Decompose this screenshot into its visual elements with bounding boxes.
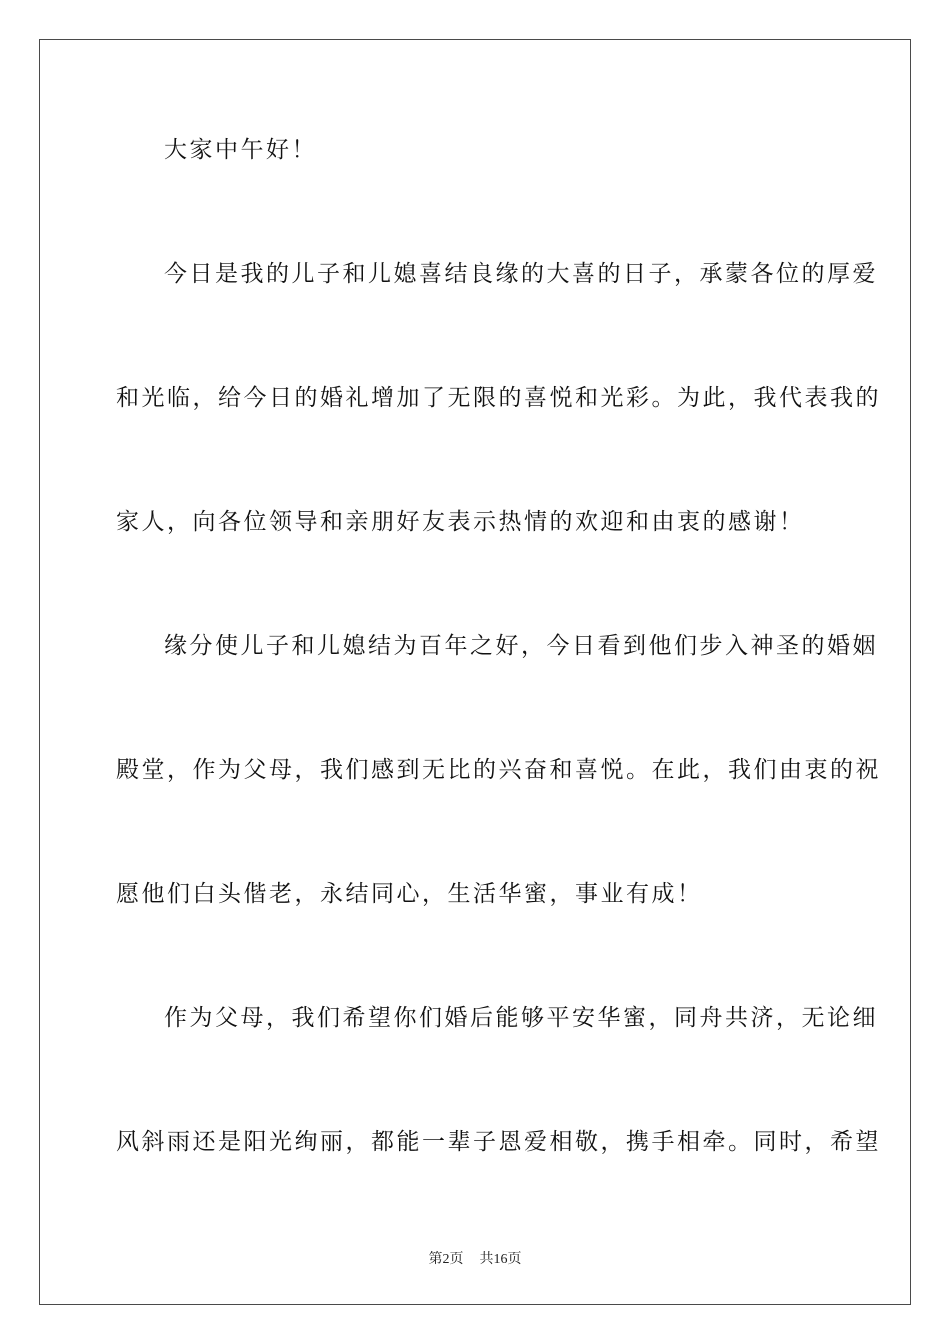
page-total: 共16页 — [479, 1252, 522, 1267]
page-border — [39, 39, 911, 1305]
paragraph-line: 家人，向各位领导和亲朋好友表示热情的欢迎和由衷的感谢！ — [116, 509, 805, 535]
paragraph-line: 今日是我的儿子和儿媳喜结良缘的大喜的日子，承蒙各位的厚爱 — [164, 261, 878, 287]
paragraph-line: 作为父母，我们希望你们婚后能够平安华蜜，同舟共济，无论细 — [164, 1005, 878, 1031]
paragraph-line: 缘分使儿子和儿媳结为百年之好，今日看到他们步入神圣的婚姻 — [164, 633, 878, 659]
paragraph-line: 和光临，给今日的婚礼增加了无限的喜悦和光彩。为此，我代表我的 — [116, 385, 881, 411]
paragraph-line: 愿他们白头偕老，永结同心，生活华蜜，事业有成！ — [116, 881, 703, 907]
paragraph-line: 殿堂，作为父母，我们感到无比的兴奋和喜悦。在此，我们由衷的祝 — [116, 757, 881, 783]
page-number: 第2页 — [428, 1252, 464, 1267]
paragraph-line: 风斜雨还是阳光绚丽，都能一辈子恩爱相敬，携手相牵。同时，希望 — [116, 1129, 881, 1155]
paragraph-line: 大家中午好！ — [164, 137, 317, 163]
page-footer — [0, 1248, 950, 1268]
